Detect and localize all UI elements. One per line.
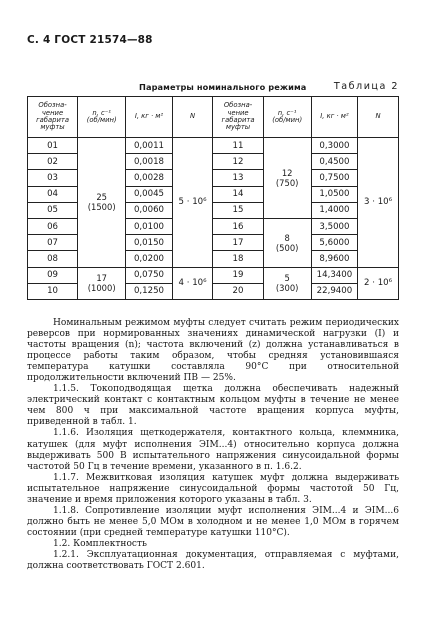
size-cell: 18 bbox=[213, 251, 263, 267]
col-header-speed-left: n, с⁻¹ (об/мин) bbox=[78, 97, 126, 138]
inertia-cell: 0,0028 bbox=[126, 170, 172, 186]
speed-cell: 25 (1500) bbox=[78, 138, 126, 268]
inertia-cell: 0,0150 bbox=[126, 235, 172, 251]
cycles-cell: 3 · 10⁶ bbox=[358, 138, 399, 268]
paragraph: 1.2.1. Эксплуатационная документация, отправляемая с муфтами, должна соответствовать ГОСТ 2.601. bbox=[27, 549, 399, 572]
size-cell: 10 bbox=[28, 283, 78, 299]
body-text bbox=[27, 318, 399, 572]
inertia-cell: 0,7500 bbox=[311, 170, 357, 186]
inertia-cell: 0,4500 bbox=[311, 154, 357, 170]
section-heading: 1.2. Комплектность bbox=[53, 538, 147, 549]
size-cell: 17 bbox=[213, 235, 263, 251]
speed-cell: 17 (1000) bbox=[78, 267, 126, 299]
inertia-cell: 8,9600 bbox=[311, 251, 357, 267]
col-header-inertia-left: I, кг · м² bbox=[126, 97, 172, 138]
paragraph: 1.1.5. Токоподводящая щетка должна обеспечивать надежный электрический контакт с контактным кольцом муфты в течение не менее чем 800 ч при максимальной частоте вращения корпуса муфты, приведенной в табл. 1. bbox=[27, 384, 399, 428]
cycles-cell: 5 · 10⁶ bbox=[172, 138, 213, 268]
col-header-n-right: N bbox=[358, 97, 399, 138]
inertia-cell: 0,0011 bbox=[126, 138, 172, 154]
inertia-cell: 0,0018 bbox=[126, 154, 172, 170]
size-cell: 13 bbox=[213, 170, 263, 186]
size-cell: 09 bbox=[28, 267, 78, 283]
size-cell: 20 bbox=[213, 283, 263, 299]
table-row bbox=[28, 138, 399, 154]
inertia-cell: 0,1250 bbox=[126, 283, 172, 299]
table-title: Параметры номинального режима bbox=[139, 82, 307, 92]
table-caption bbox=[27, 82, 399, 94]
col-header-size-right: Обозна- чение габарита муфты bbox=[213, 97, 263, 138]
inertia-cell: 0,0750 bbox=[126, 267, 172, 283]
table-label: Таблица 2 bbox=[333, 81, 399, 92]
paragraph: 1.1.8. Сопротивление изоляции муфт исполнения ЭIM...4 и ЭIM...6 должно быть не менее 5,0 МОм в холодном и не менее 1,0 МОм в горячем состоянии (при средней температуре катушки 110°С). bbox=[27, 505, 399, 538]
inertia-cell: 0,0060 bbox=[126, 202, 172, 218]
inertia-cell: 0,0100 bbox=[126, 218, 172, 234]
table-header-row bbox=[28, 97, 399, 138]
size-cell: 01 bbox=[28, 138, 78, 154]
col-header-n-left: N bbox=[172, 97, 213, 138]
size-cell: 11 bbox=[213, 138, 263, 154]
page-header: С. 4 ГОСТ 21574—88 bbox=[27, 34, 153, 46]
speed-cell: 8 (500) bbox=[263, 218, 311, 267]
inertia-cell: 22,9400 bbox=[311, 283, 357, 299]
col-header-size-left: Обозна- чение габарита муфты bbox=[28, 97, 78, 138]
size-cell: 04 bbox=[28, 186, 78, 202]
speed-cell: 12 (750) bbox=[263, 138, 311, 219]
size-cell: 07 bbox=[28, 235, 78, 251]
table-row bbox=[28, 267, 399, 283]
inertia-cell: 0,0045 bbox=[126, 186, 172, 202]
size-cell: 14 bbox=[213, 186, 263, 202]
size-cell: 15 bbox=[213, 202, 263, 218]
size-cell: 03 bbox=[28, 170, 78, 186]
inertia-cell: 0,0200 bbox=[126, 251, 172, 267]
size-cell: 19 bbox=[213, 267, 263, 283]
parameters-table bbox=[27, 96, 399, 300]
size-cell: 06 bbox=[28, 218, 78, 234]
col-header-speed-right: n, с⁻¹ (об/мин) bbox=[263, 97, 311, 138]
inertia-cell: 3,5000 bbox=[311, 218, 357, 234]
paragraph: 1.1.6. Изоляция щеткодержателя, контактного кольца, клеммника, катушек (для муфт исполнения ЭIM...4) относительно корпуса должна выдерживать 500 В испытательного напряжения синусоидальной формы частотой 50 Гц в течение времени, указанного в п. 1.6.2. bbox=[27, 428, 399, 472]
size-cell: 12 bbox=[213, 154, 263, 170]
inertia-cell: 14,3400 bbox=[311, 267, 357, 283]
size-cell: 08 bbox=[28, 251, 78, 267]
speed-cell: 5 (300) bbox=[263, 267, 311, 299]
inertia-cell: 0,3000 bbox=[311, 138, 357, 154]
size-cell: 05 bbox=[28, 202, 78, 218]
col-header-inertia-right: I, кг · м² bbox=[311, 97, 357, 138]
inertia-cell: 1,4000 bbox=[311, 202, 357, 218]
size-cell: 16 bbox=[213, 218, 263, 234]
inertia-cell: 5,6000 bbox=[311, 235, 357, 251]
cycles-cell: 2 · 10⁶ bbox=[358, 267, 399, 299]
inertia-cell: 1,0500 bbox=[311, 186, 357, 202]
cycles-cell: 4 · 10⁶ bbox=[172, 267, 213, 299]
size-cell: 02 bbox=[28, 154, 78, 170]
paragraph: Номинальным режимом муфты следует считать режим периодических реверсов при нормированных значениях динамической нагрузки (I) и частоты вращения (n); частота включений (z) должна устанавливаться в процессе работы таким образом, чтобы средняя установившаяся температура катушки составляла 90°С при относительной продолжительности включений ПВ — 25%. bbox=[27, 318, 399, 384]
paragraph: 1.1.7. Межвитковая изоляция катушек муфт должна выдерживать испытательное напряжение синусоидальной формы частотой 50 Гц, значение и время приложения которого указаны в табл. 3. bbox=[27, 472, 399, 505]
